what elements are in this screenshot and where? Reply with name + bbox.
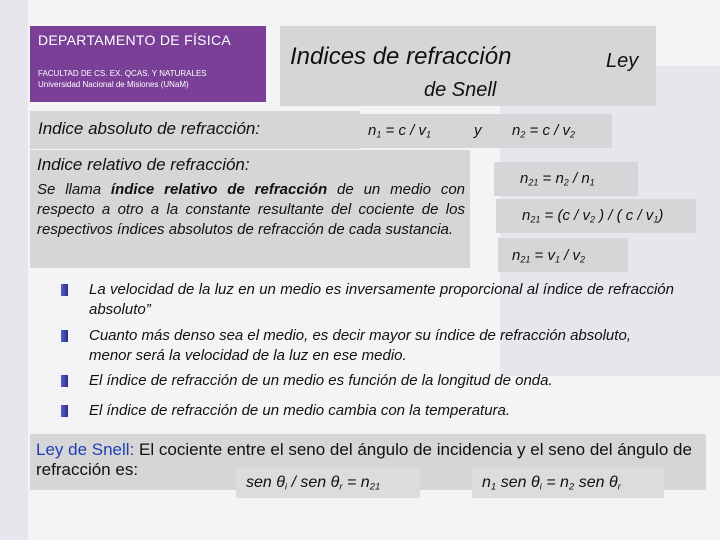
bullet-marker bbox=[61, 284, 68, 296]
formula-n21-v1v2: $n_{21} = v_1 / v_2$ bbox=[512, 247, 586, 265]
bullet-item: El índice de refracción de un medio cambia con la temperatura. bbox=[89, 402, 511, 419]
relative-index-label: Indice relativo de refracción: bbox=[37, 155, 250, 174]
relative-index-definition: Se llama índice relativo de refracción de un medio con respecto a otro a la constante resultante del cociente de los respectivos índices absolutos de refracción de cada sustancia. bbox=[37, 181, 466, 238]
conjunction-y: y bbox=[474, 122, 482, 139]
snell-law-label: Ley de Snell: bbox=[36, 440, 135, 459]
university-name: Universidad Nacional de Misiones (UNaM) bbox=[38, 80, 189, 89]
department-header bbox=[30, 26, 266, 102]
background-band bbox=[0, 0, 28, 540]
slide-title-line2: de Snell bbox=[424, 79, 497, 101]
bullet-marker bbox=[61, 330, 68, 342]
faculty-name: FACULTAD DE CS. EX. QCAS. Y NATURALES bbox=[38, 69, 207, 78]
formula-n21-ratio: $n_{21} = n_2 / n_1$ bbox=[520, 170, 595, 188]
bullet-marker bbox=[61, 375, 68, 387]
slide-title: Indices de refracción bbox=[290, 43, 512, 70]
bullet-item: La velocidad de la luz en un medio es inversamente proporcional al índice de refracción absoluto” bbox=[89, 281, 674, 318]
bullet-item: El índice de refracción de un medio es función de la longitud de onda. bbox=[89, 372, 553, 389]
department-title: DEPARTAMENTO DE FÍSICA bbox=[38, 32, 232, 48]
bullet-item: Cuanto más denso sea el medio, es decir mayor su índice de refracción absoluto, menor será la velocidad de la luz en ese medio. bbox=[89, 327, 631, 364]
bullet-marker bbox=[61, 405, 68, 417]
absolute-index-label: Indice absoluto de refracción: bbox=[38, 119, 261, 138]
slide-title-ley: Ley bbox=[606, 50, 639, 72]
snell-formula-ratio: sen $\theta_i$ / sen $\theta_r = n_{21}$ bbox=[246, 474, 381, 493]
snell-law-text: El cociente entre el seno del ángulo de incidencia y el seno del ángulo de refracción es: bbox=[36, 440, 692, 479]
snell-formula-product: $n_1$ sen $\theta_i = n_2$ sen $\theta_r$ bbox=[482, 474, 621, 493]
formula-n21-speeds: $n_{21} = (c / v_2$ ) / ( c / $v_1$) bbox=[522, 207, 664, 225]
formula-n2: $n_2 = c / v_2$ bbox=[512, 122, 575, 140]
formula-n1: $n_1 = c / v_1$ bbox=[368, 122, 431, 140]
